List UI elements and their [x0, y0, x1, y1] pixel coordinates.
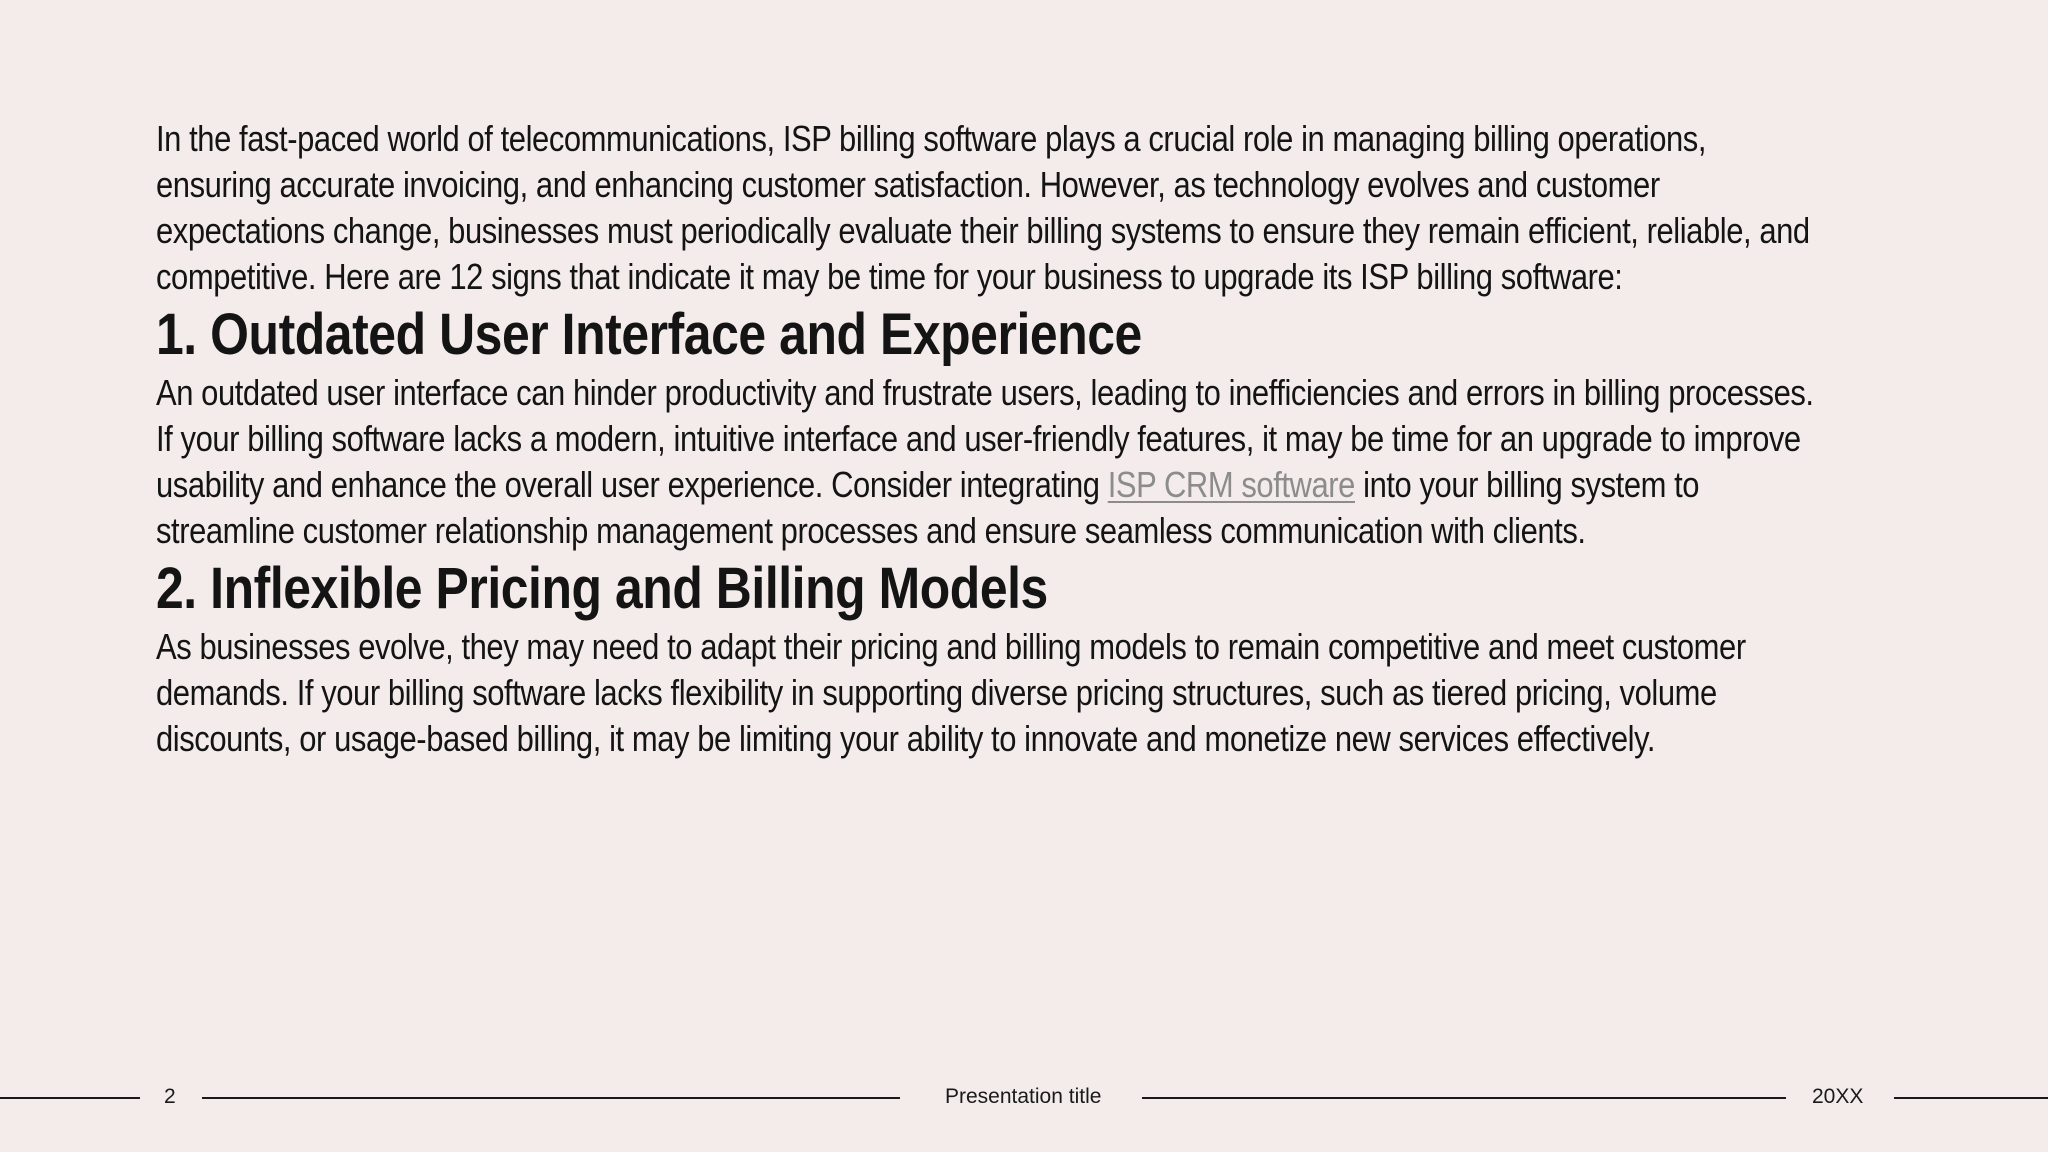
slide-footer [0, 1080, 2048, 1114]
slide-content [156, 116, 1816, 762]
section-1-body [156, 370, 1816, 554]
footer-rule-center-right [1142, 1097, 1786, 1099]
isp-crm-software-link[interactable]: ISP CRM software [1107, 464, 1355, 505]
presentation-title: Presentation title [945, 1085, 1102, 1108]
footer-year: 20XX [1812, 1085, 1864, 1108]
section-1-body-end: into your billing system to streamline customer relationship management processes and ensure seamless communication with clients. [156, 464, 1700, 551]
intro-paragraph: In the fast-paced world of telecommunications, ISP billing software plays a crucial role in managing billing operations, ensuring accurate invoicing, and enhancing customer satisfaction. However, as technology evolves and customer expectations change, businesses must periodically evaluate their billing systems to ensure they remain efficient, reliable, and competitive. Here are 12 signs that indicate it may be time for your business to upgrade its ISP billing software: [156, 118, 1810, 297]
footer-rule-left [0, 1097, 140, 1099]
page-number: 2 [164, 1085, 176, 1108]
footer-rule-right [1894, 1097, 2048, 1099]
section-2-body: As businesses evolve, they may need to adapt their pricing and billing models to remain competitive and meet customer demands. If your billing software lacks flexibility in supporting diverse pricing structures, such as tiered pricing, volume discounts, or usage-based billing, it may be limiting your ability to innovate and monetize new services effectively. [156, 626, 1746, 759]
section-1-body-start: An outdated user interface can hinder productivity and frustrate users, leading to inefficiencies and errors in billing processes. If your billing software lacks a modern, intuitive interface and user-friendly features, it may be time for an upgrade to improve usability and enhance the overall user experience. Consider integrating [156, 372, 1814, 505]
section-2-heading: 2. Inflexible Pricing and Billing Models [156, 556, 1048, 621]
footer-rule-center-left [202, 1097, 900, 1099]
section-1-heading: 1. Outdated User Interface and Experience [156, 302, 1142, 367]
